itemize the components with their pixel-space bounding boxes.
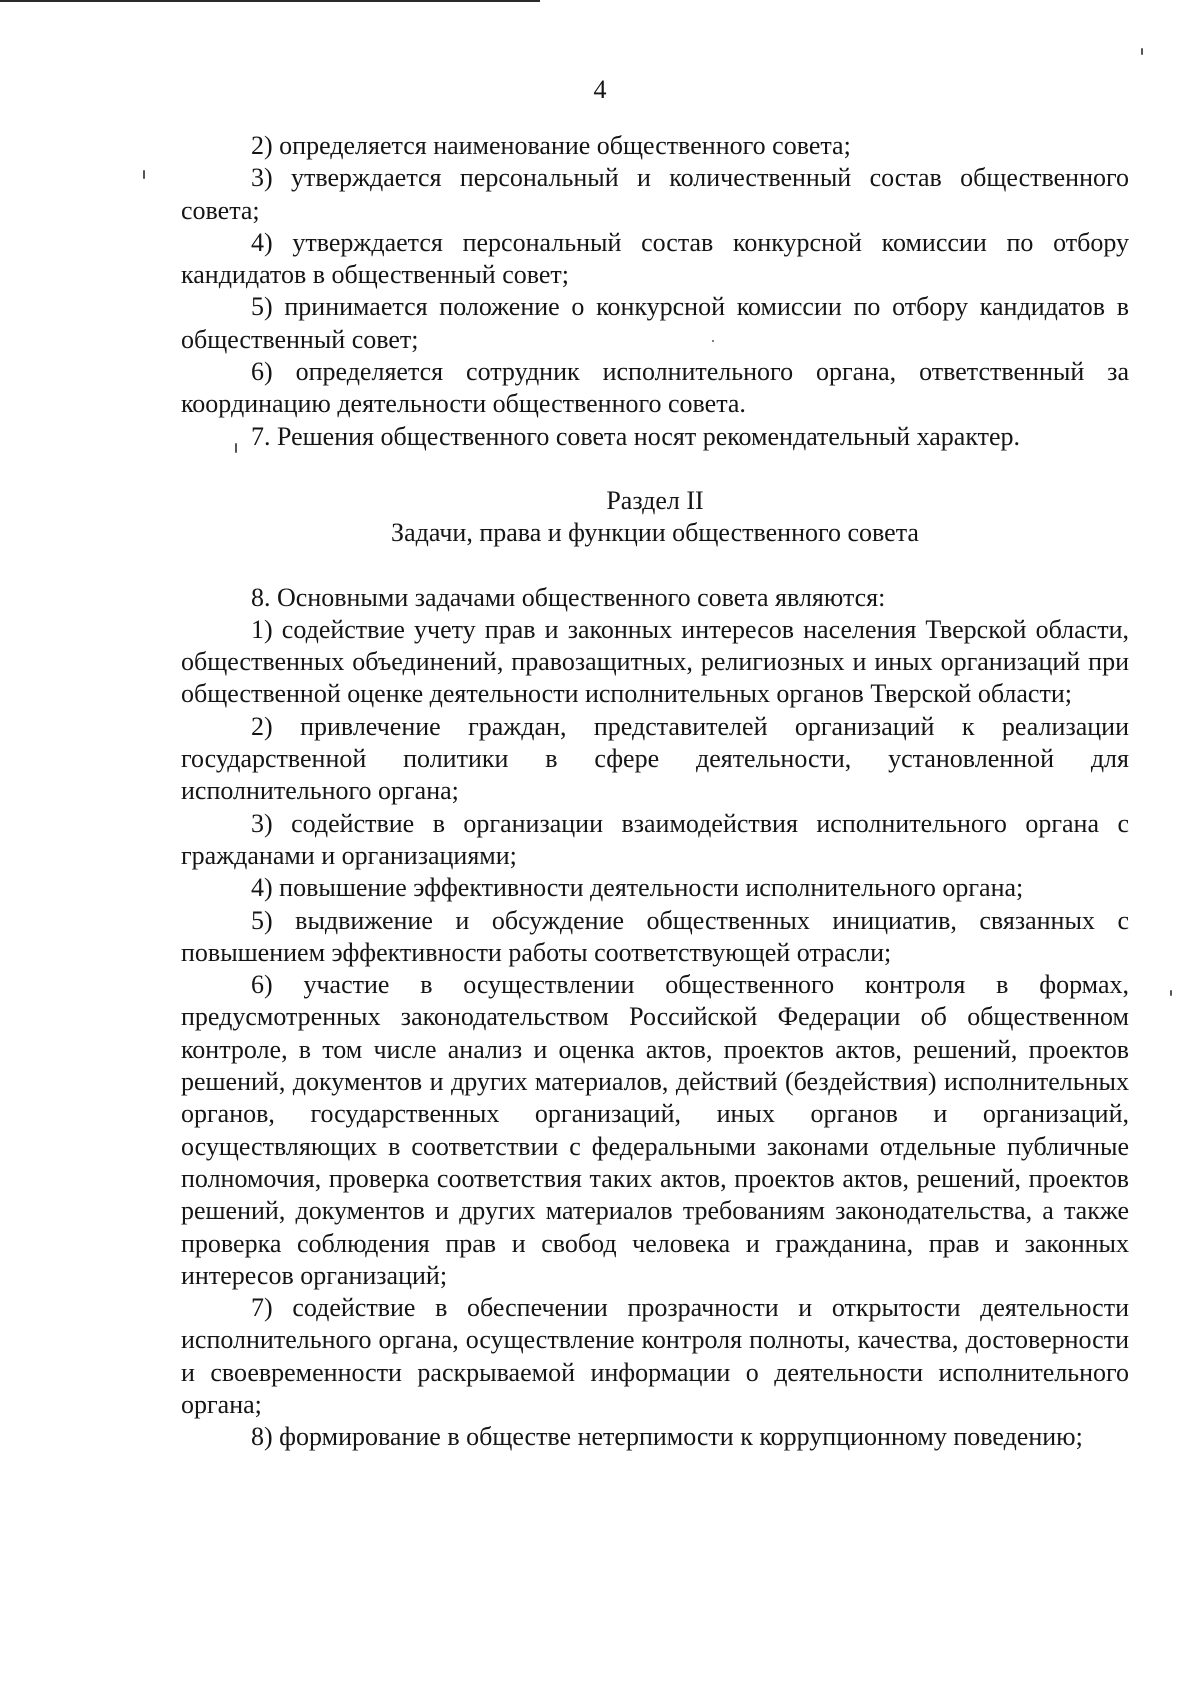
list-item: 8) формирование в обществе нетерпимости к коррупционному поведению;: [251, 1422, 1083, 1452]
list-item: 7) содействие в обеспечении прозрачности и открытости деятельности исполнительного органа, осуществление контроля полноты, качества, достоверности и своевременности раскрываемой информации о деятельности исполнительного органа;: [181, 1293, 1129, 1419]
list-item: 4) повышение эффективности деятельности исполнительного органа;: [251, 873, 1024, 903]
scan-speck: [143, 170, 145, 179]
scan-speck: [1170, 990, 1172, 996]
list-item: 1) содействие учету прав и законных интересов населения Тверской области, общественных объединений, правозащитных, религиозных и иных организаций при общественной оценке деятельности исполнительных органов Тверской области;: [181, 614, 1129, 709]
list-item: 3) утверждается персональный и количественный состав общественного совета;: [181, 163, 1129, 225]
section-label: Раздел II: [606, 485, 704, 515]
paragraph-8: 8. Основными задачами общественного совета являются:: [251, 582, 886, 612]
section-heading: [181, 485, 1129, 550]
list-item: 4) утверждается персональный состав конкурсной комиссии по отбору кандидатов в общественный совет;: [181, 227, 1129, 290]
page-number: 4: [593, 75, 607, 104]
list-item: 3) содействие в организации взаимодействия исполнительного органа с гражданами и организациями;: [181, 808, 1129, 870]
document-body: [181, 130, 1129, 1454]
scan-edge-line: [0, 0, 540, 2]
section-title: Задачи, права и функции общественного совета: [391, 518, 919, 548]
list-item: 6) участие в осуществлении общественного контроля в формах, предусмотренных законодательством Российской Федерации об общественном контроле, в том числе анализ и оценка актов, проектов актов, решений, проектов решений, документов и других материалов, действий (бездействия) исполнительных органов, государственных организаций, иных органов и организаций, осуществляющих в соответствии с федеральными законами отдельные публичные полномочия, проверка соответствия таких актов, проектов актов, решений, проектов решений, документов и других материалов требованиям законодательства, а также проверка соблюдения прав и свобод человека и гражданина, прав и законных интересов организаций;: [181, 970, 1129, 1290]
scan-speck: [712, 340, 714, 342]
list-item: 6) определяется сотрудник исполнительного органа, ответственный за координацию деятельности общественного совета.: [181, 357, 1129, 419]
list-item: 2) привлечение граждан, представителей организаций к реализации государственной политики в сфере деятельности, установленной для исполнительного органа;: [181, 711, 1129, 806]
scan-speck: [1141, 48, 1143, 55]
paragraph-7: 7. Решения общественного совета носят рекомендательный характер.: [251, 421, 1021, 451]
list-item: 2) определяется наименование общественного совета;: [251, 131, 851, 160]
list-item: 5) выдвижение и обсуждение общественных инициатив, связанных с повышением эффективности работы соответствующей отрасли;: [181, 905, 1129, 967]
list-item: 5) принимается положение о конкурсной комиссии по отбору кандидатов в общественный совет;: [181, 292, 1129, 354]
scan-speck: [235, 443, 237, 453]
